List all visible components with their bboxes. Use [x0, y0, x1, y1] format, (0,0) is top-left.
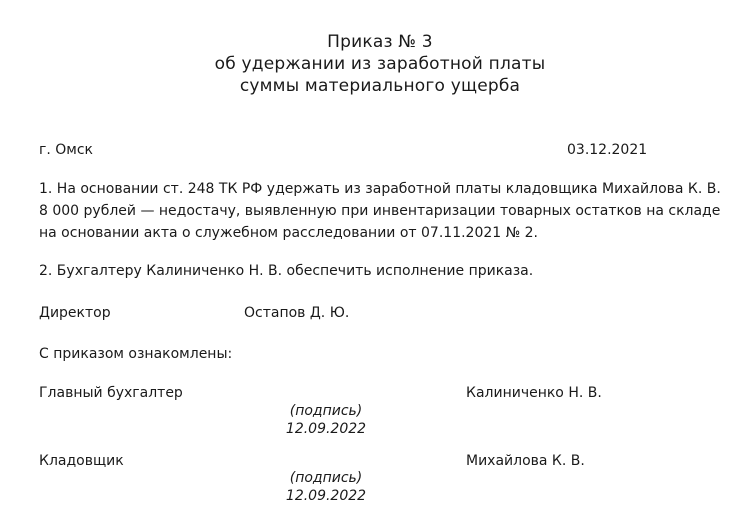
signer-date-accountant: 12.09.2022: [285, 421, 367, 437]
document-title: Приказ № 3: [327, 32, 433, 52]
order-item-1: 1. На основании ст. 248 ТК РФ удержать из заработной платы кладовщика Михайлова К. В. 8 000 рублей — недостачу, выявленную при инвентаризации товарных остатков на складе на основании акта о служебном расследовании от 07.11.2021 № 2.: [39, 181, 721, 241]
signer-position-storekeeper: Кладовщик: [39, 453, 124, 469]
signer-signature-storekeeper: (подпись): [289, 470, 363, 486]
acknowledgement-label: С приказом ознакомлены:: [39, 346, 233, 362]
document-city: г. Омск: [39, 142, 93, 158]
signer-signature-accountant: (подпись): [289, 403, 363, 419]
director-name: Остапов Д. Ю.: [244, 305, 350, 321]
signer-date-storekeeper: 12.09.2022: [285, 488, 367, 504]
director-label: Директор: [39, 305, 111, 321]
order-item-2: 2. Бухгалтеру Калиниченко Н. В. обеспечить исполнение приказа.: [39, 263, 534, 279]
document-date: 03.12.2021: [567, 142, 648, 158]
signer-name-accountant: Калиниченко Н. В.: [466, 385, 602, 401]
signer-name-storekeeper: Михайлова К. В.: [466, 453, 585, 469]
signer-position-accountant: Главный бухгалтер: [39, 385, 183, 401]
document-subtitle-line1: об удержании из заработной платы: [214, 54, 546, 74]
document-subtitle-line2: суммы материального ущерба: [239, 76, 521, 96]
